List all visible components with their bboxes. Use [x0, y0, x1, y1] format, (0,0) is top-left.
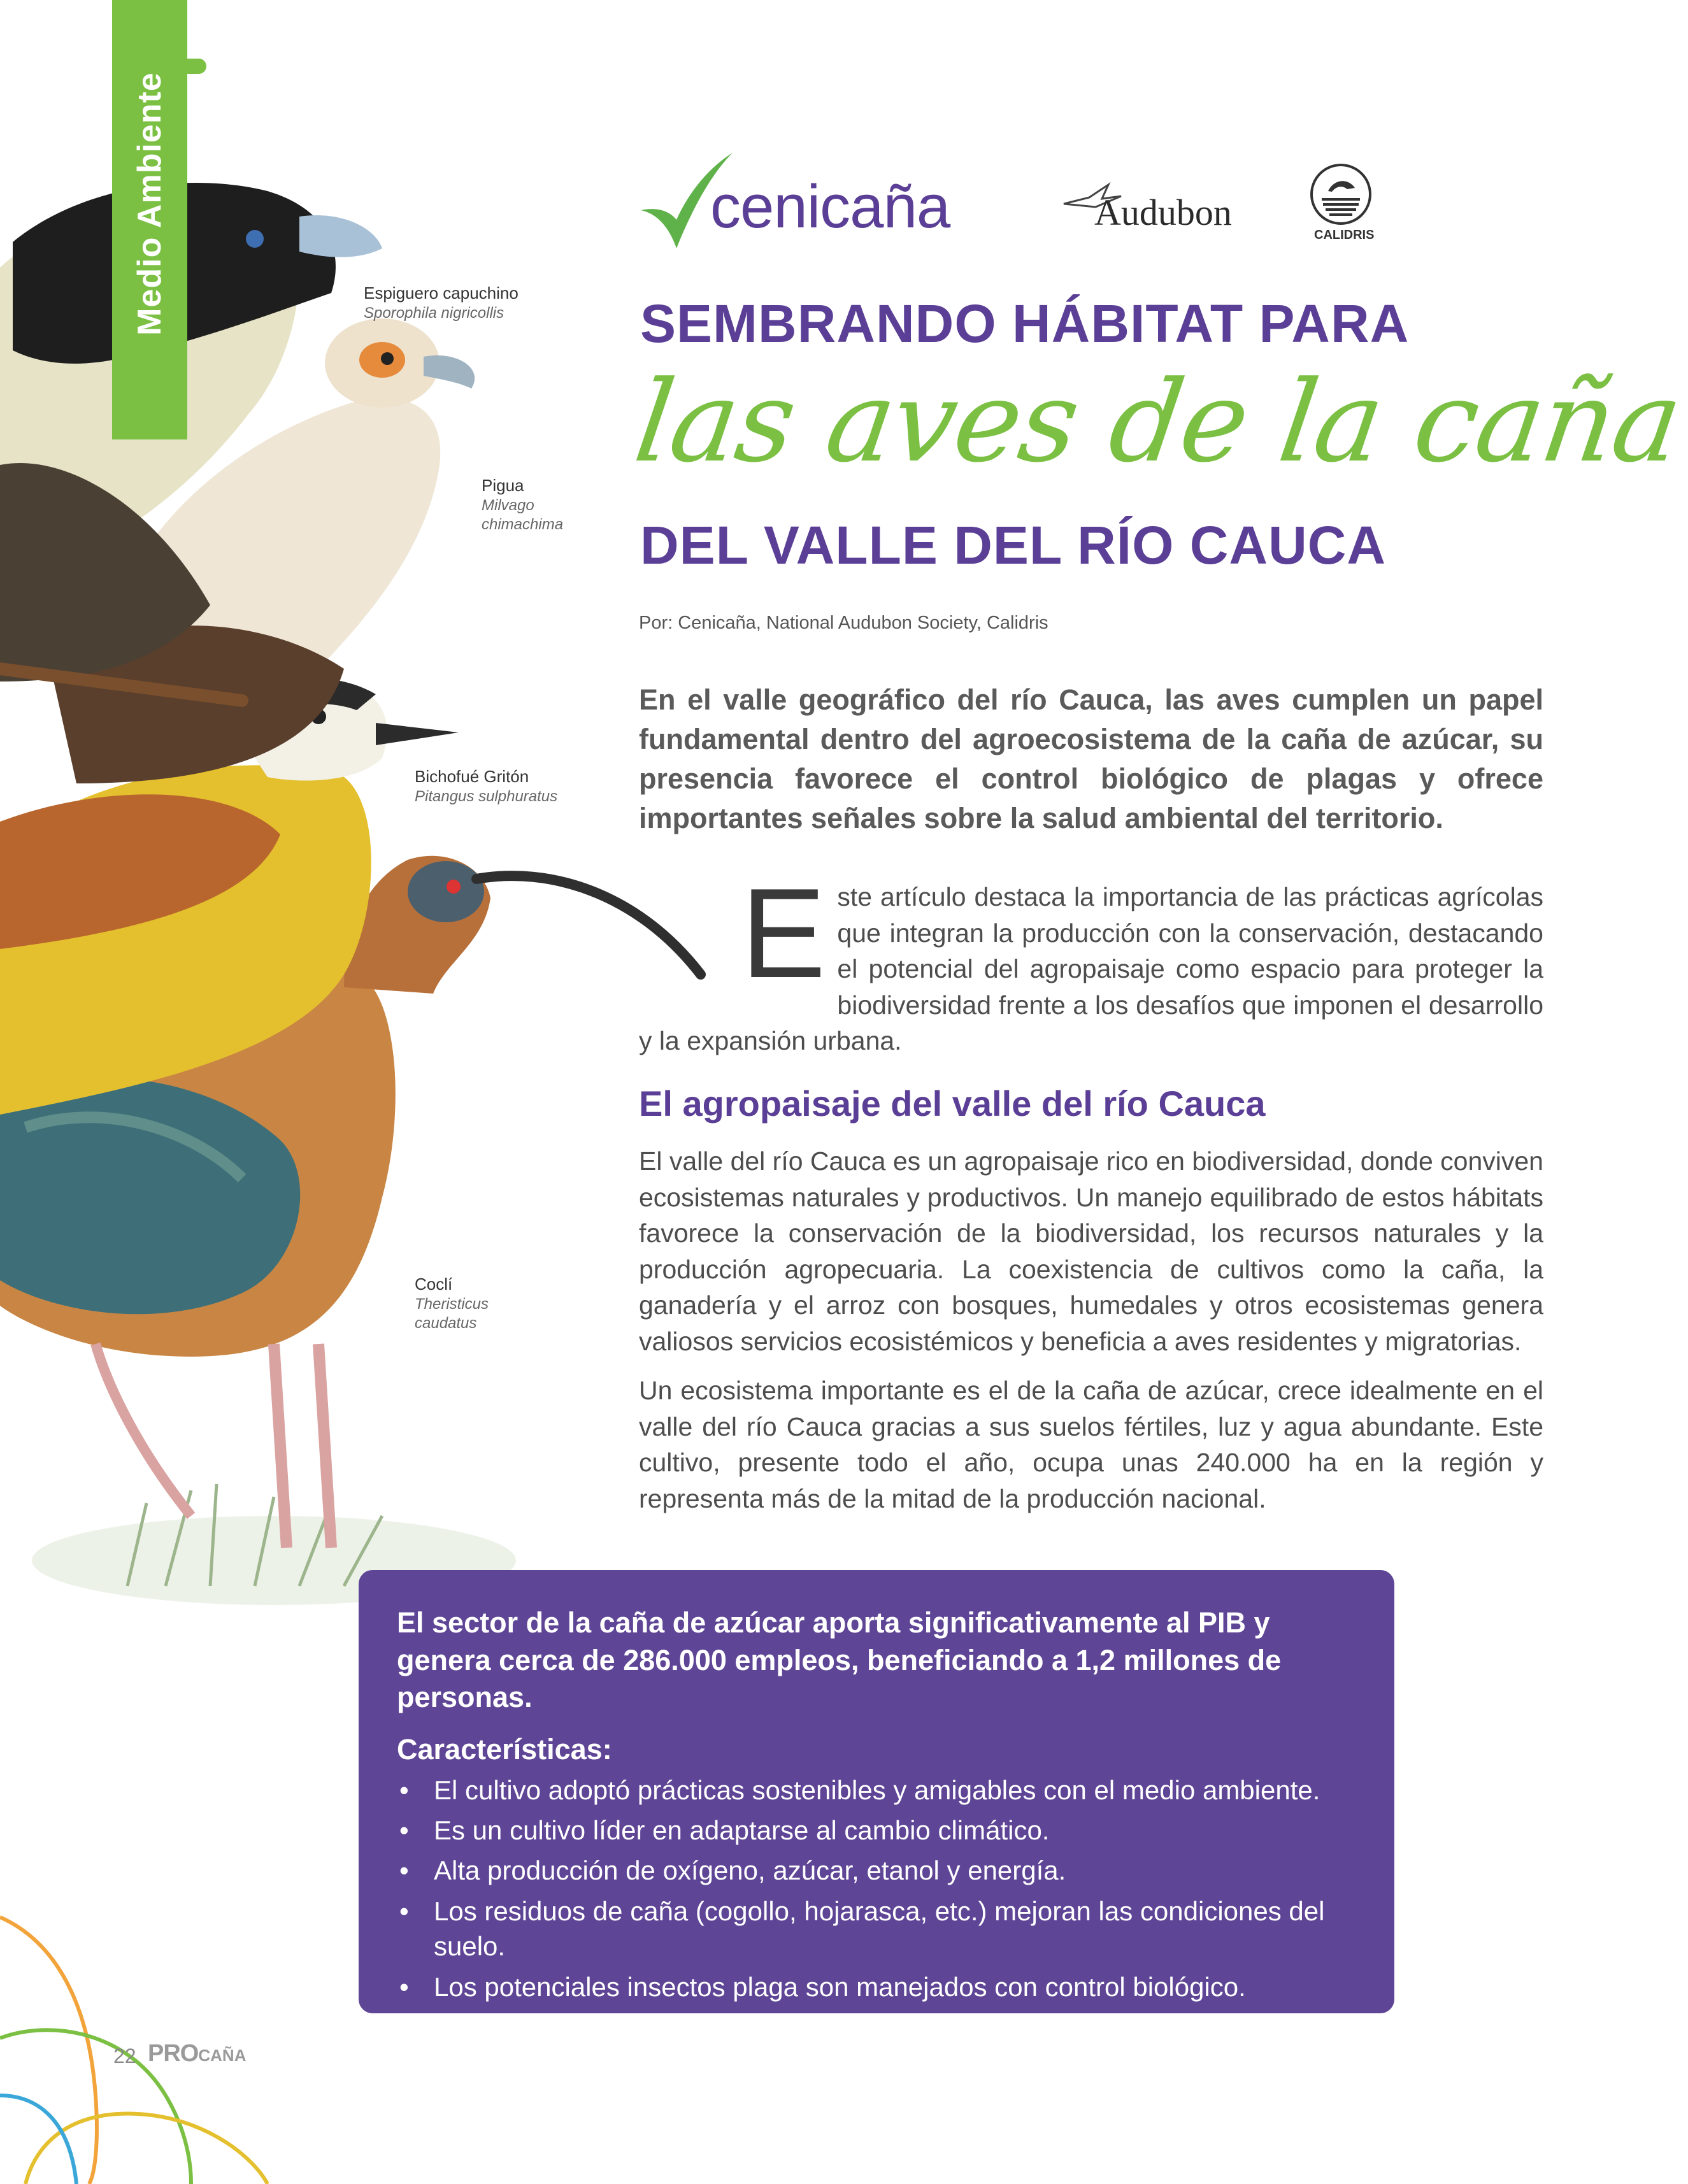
bird-label-espiguero — [364, 283, 519, 323]
page-number: 22 — [113, 2045, 136, 2067]
audubon-wordmark: Audubon — [1094, 192, 1232, 233]
drop-cap: E — [741, 862, 826, 1004]
bullet-icon: • — [399, 1815, 409, 1845]
body-paragraph: Un ecosistema importante es el de la caña de azúcar, crece idealmente en el valle del río Cauca gracias a sus suelos fértiles, luz y agua abundante. Este cultivo, presente todo el año, ocupa unas 240.000 ha en la región y representa más de la mitad de la producción nacional. — [639, 1376, 1543, 1513]
magazine-logo-pro: PRO — [148, 2040, 199, 2067]
calidris-wordmark: CALIDRIS — [1314, 228, 1375, 242]
info-box — [359, 1570, 1394, 2013]
section-heading: El agropaisaje del valle del río Cauca — [639, 1083, 1266, 1124]
bird-scientific-name: Sporophila nigricollis — [364, 304, 504, 322]
bullet-icon: • — [399, 1971, 409, 2002]
section-tab — [112, 0, 187, 439]
headline-line3: DEL VALLE DEL RÍO CAUCA — [640, 515, 1387, 575]
list-item: • Los residuos de caña (cogollo, hojarasca, etc.) mejoran las condiciones del suelo. — [397, 1894, 1359, 1964]
info-box-headline: El sector de la caña de azúcar aporta significativamente al PIB y genera cerca de 286.000 empleos, beneficiando a 1,2 millones de personas. — [397, 1606, 1282, 1713]
bird-common-name: Espiguero capuchino — [364, 283, 519, 303]
body-paragraph: El valle del río Cauca es un agropaisaje rico en biodiversidad, donde conviven ecosistemas naturales y productivos. Un manejo equilibrado de estos hábitats favorece la conservación de la biodiversidad, los recursos naturales y la producción agropecuaria. La coexistencia de cultivos como la caña, la ganadería y el arroz con bosques, humedales y otros ecosistemas genera valiosos servicios ecosistémicos y beneficia a aves residentes y migratorias. — [639, 1146, 1543, 1356]
bird-scientific-name: Milvago chimachima — [482, 496, 564, 533]
list-item: • Los potenciales insectos plaga son manejados con control biológico. — [397, 1969, 1359, 2004]
bird-scientific-name: Theristicus caudatus — [415, 1295, 489, 1332]
info-box-list — [397, 1773, 1359, 2005]
headline-script: las aves de la caña — [627, 357, 1688, 487]
intro-text: ste artículo destaca la importancia de las prácticas agrícolas que integran la producción con la conservación, destacando el potencial del agropaisaje como espacio para proteger la biodiversidad frente a los desafíos que imponen el desarrollo y la expansión urbana. — [639, 882, 1543, 1056]
info-box-subhead: Características: — [397, 1732, 612, 1766]
cenicana-wordmark: cenicaña — [710, 173, 950, 241]
section-tab-notch — [187, 59, 206, 74]
bird-common-name: Pigua — [482, 476, 524, 495]
bird-label-pigua — [482, 475, 583, 534]
bullet-icon: • — [399, 1895, 409, 1926]
list-item: • El cultivo adoptó prácticas sostenibles y amigables con el medio ambiente. — [397, 1773, 1359, 1808]
lead-paragraph: En el valle geográfico del río Cauca, las aves cumplen un papel fundamental dentro del agroecosistema de la caña de azúcar, su presencia favorece el control biológico de plagas y ofrece importantes señales sobre la salud ambiental del territorio. — [639, 683, 1543, 835]
intro-paragraph — [639, 862, 1543, 1059]
bird-common-name: Bichofué Gritón — [415, 767, 529, 786]
list-item: • Es un cultivo líder en adaptarse al cambio climático. — [397, 1813, 1359, 1848]
bird-label-cocli — [415, 1274, 504, 1333]
bird-label-bichofue — [415, 766, 557, 806]
list-item: • Alta producción de oxígeno, azúcar, etanol y energía. — [397, 1853, 1359, 1888]
bird-scientific-name: Pitangus sulphuratus — [415, 787, 558, 805]
headline-line1: SEMBRANDO HÁBITAT PARA — [640, 294, 1410, 353]
byline: Por: Cenicaña, National Audubon Society, Calidris — [639, 613, 1048, 633]
bullet-icon: • — [399, 1774, 409, 1805]
bullet-icon: • — [399, 1855, 409, 1886]
calidris-logo — [1309, 162, 1373, 226]
birds-illustration — [0, 146, 573, 1624]
magazine-logo — [148, 2040, 246, 2067]
bird-common-name: Coclí — [415, 1274, 453, 1294]
magazine-logo-cana: CAÑA — [198, 2046, 247, 2065]
section-label: Medio Ambiente — [131, 72, 168, 336]
